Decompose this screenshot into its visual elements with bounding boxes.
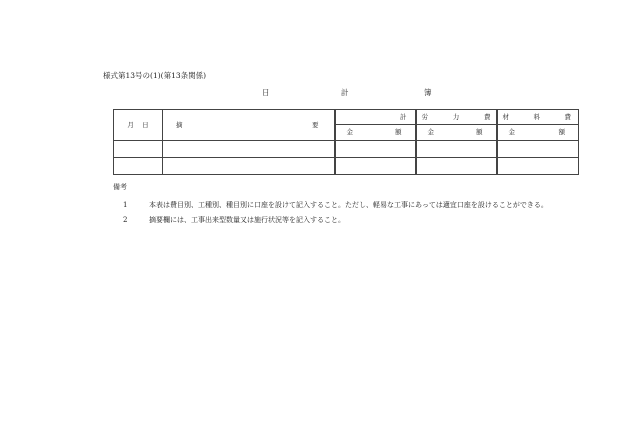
note-text: 本表は費目別、工種別、種目別に口座を設けて記入すること。ただし、軽易な工事にあっては適宜口座を設けることができる。 [149, 201, 548, 209]
table-row [114, 158, 579, 175]
header-month: 月 [127, 120, 134, 129]
header-summary [163, 110, 335, 141]
amount-header-material [497, 125, 579, 141]
note-text: 摘要欄には、工事出来型数量又は施行状況等を記入すること。 [149, 215, 345, 224]
header-month-day [114, 110, 163, 141]
cell-month-day[interactable] [114, 158, 163, 175]
header-summary-b: 要 [312, 120, 319, 129]
notes-heading: 備考 [113, 183, 127, 191]
amount-a: 金 [508, 128, 515, 137]
cell-month-day[interactable] [114, 141, 163, 158]
header-material [497, 110, 579, 125]
note-number: 2 [123, 215, 128, 224]
cell-total-amount[interactable] [335, 158, 416, 175]
amount-header-total [335, 125, 416, 141]
header-labor-c1: 労 [421, 112, 428, 121]
form-label: 様式第13号の(1)(第13条関係) [103, 71, 207, 80]
amount-a: 金 [427, 128, 434, 137]
amount-b: 額 [476, 128, 483, 137]
header-total [335, 110, 416, 125]
note-item [113, 198, 588, 213]
title-char-3: 簿 [424, 88, 432, 97]
cell-material-amount[interactable] [497, 158, 579, 175]
header-summary-a: 摘 [176, 120, 183, 129]
header-labor-c3: 費 [484, 112, 491, 121]
header-labor [416, 110, 497, 125]
amount-b: 額 [395, 128, 402, 137]
amount-a: 金 [346, 128, 353, 137]
amount-header-labor [416, 125, 497, 141]
amount-b: 額 [558, 128, 565, 137]
cell-summary[interactable] [163, 141, 335, 158]
table-row [114, 141, 579, 158]
header-day: 日 [142, 120, 149, 129]
note-item [113, 213, 588, 228]
cell-labor-amount[interactable] [416, 158, 497, 175]
cell-total-amount[interactable] [335, 141, 416, 158]
header-material-c2: 料 [533, 112, 540, 121]
header-total-label: 計 [400, 112, 407, 121]
ledger-table [113, 109, 579, 175]
title-char-2: 計 [341, 88, 349, 97]
notes-section [113, 182, 588, 227]
note-number: 1 [123, 201, 128, 209]
title-char-1: 日 [262, 88, 270, 97]
header-material-c1: 材 [502, 112, 509, 121]
cell-summary[interactable] [163, 158, 335, 175]
cell-material-amount[interactable] [497, 141, 579, 158]
header-material-c3: 費 [564, 112, 571, 121]
cell-labor-amount[interactable] [416, 141, 497, 158]
header-labor-c2: 力 [452, 112, 460, 121]
